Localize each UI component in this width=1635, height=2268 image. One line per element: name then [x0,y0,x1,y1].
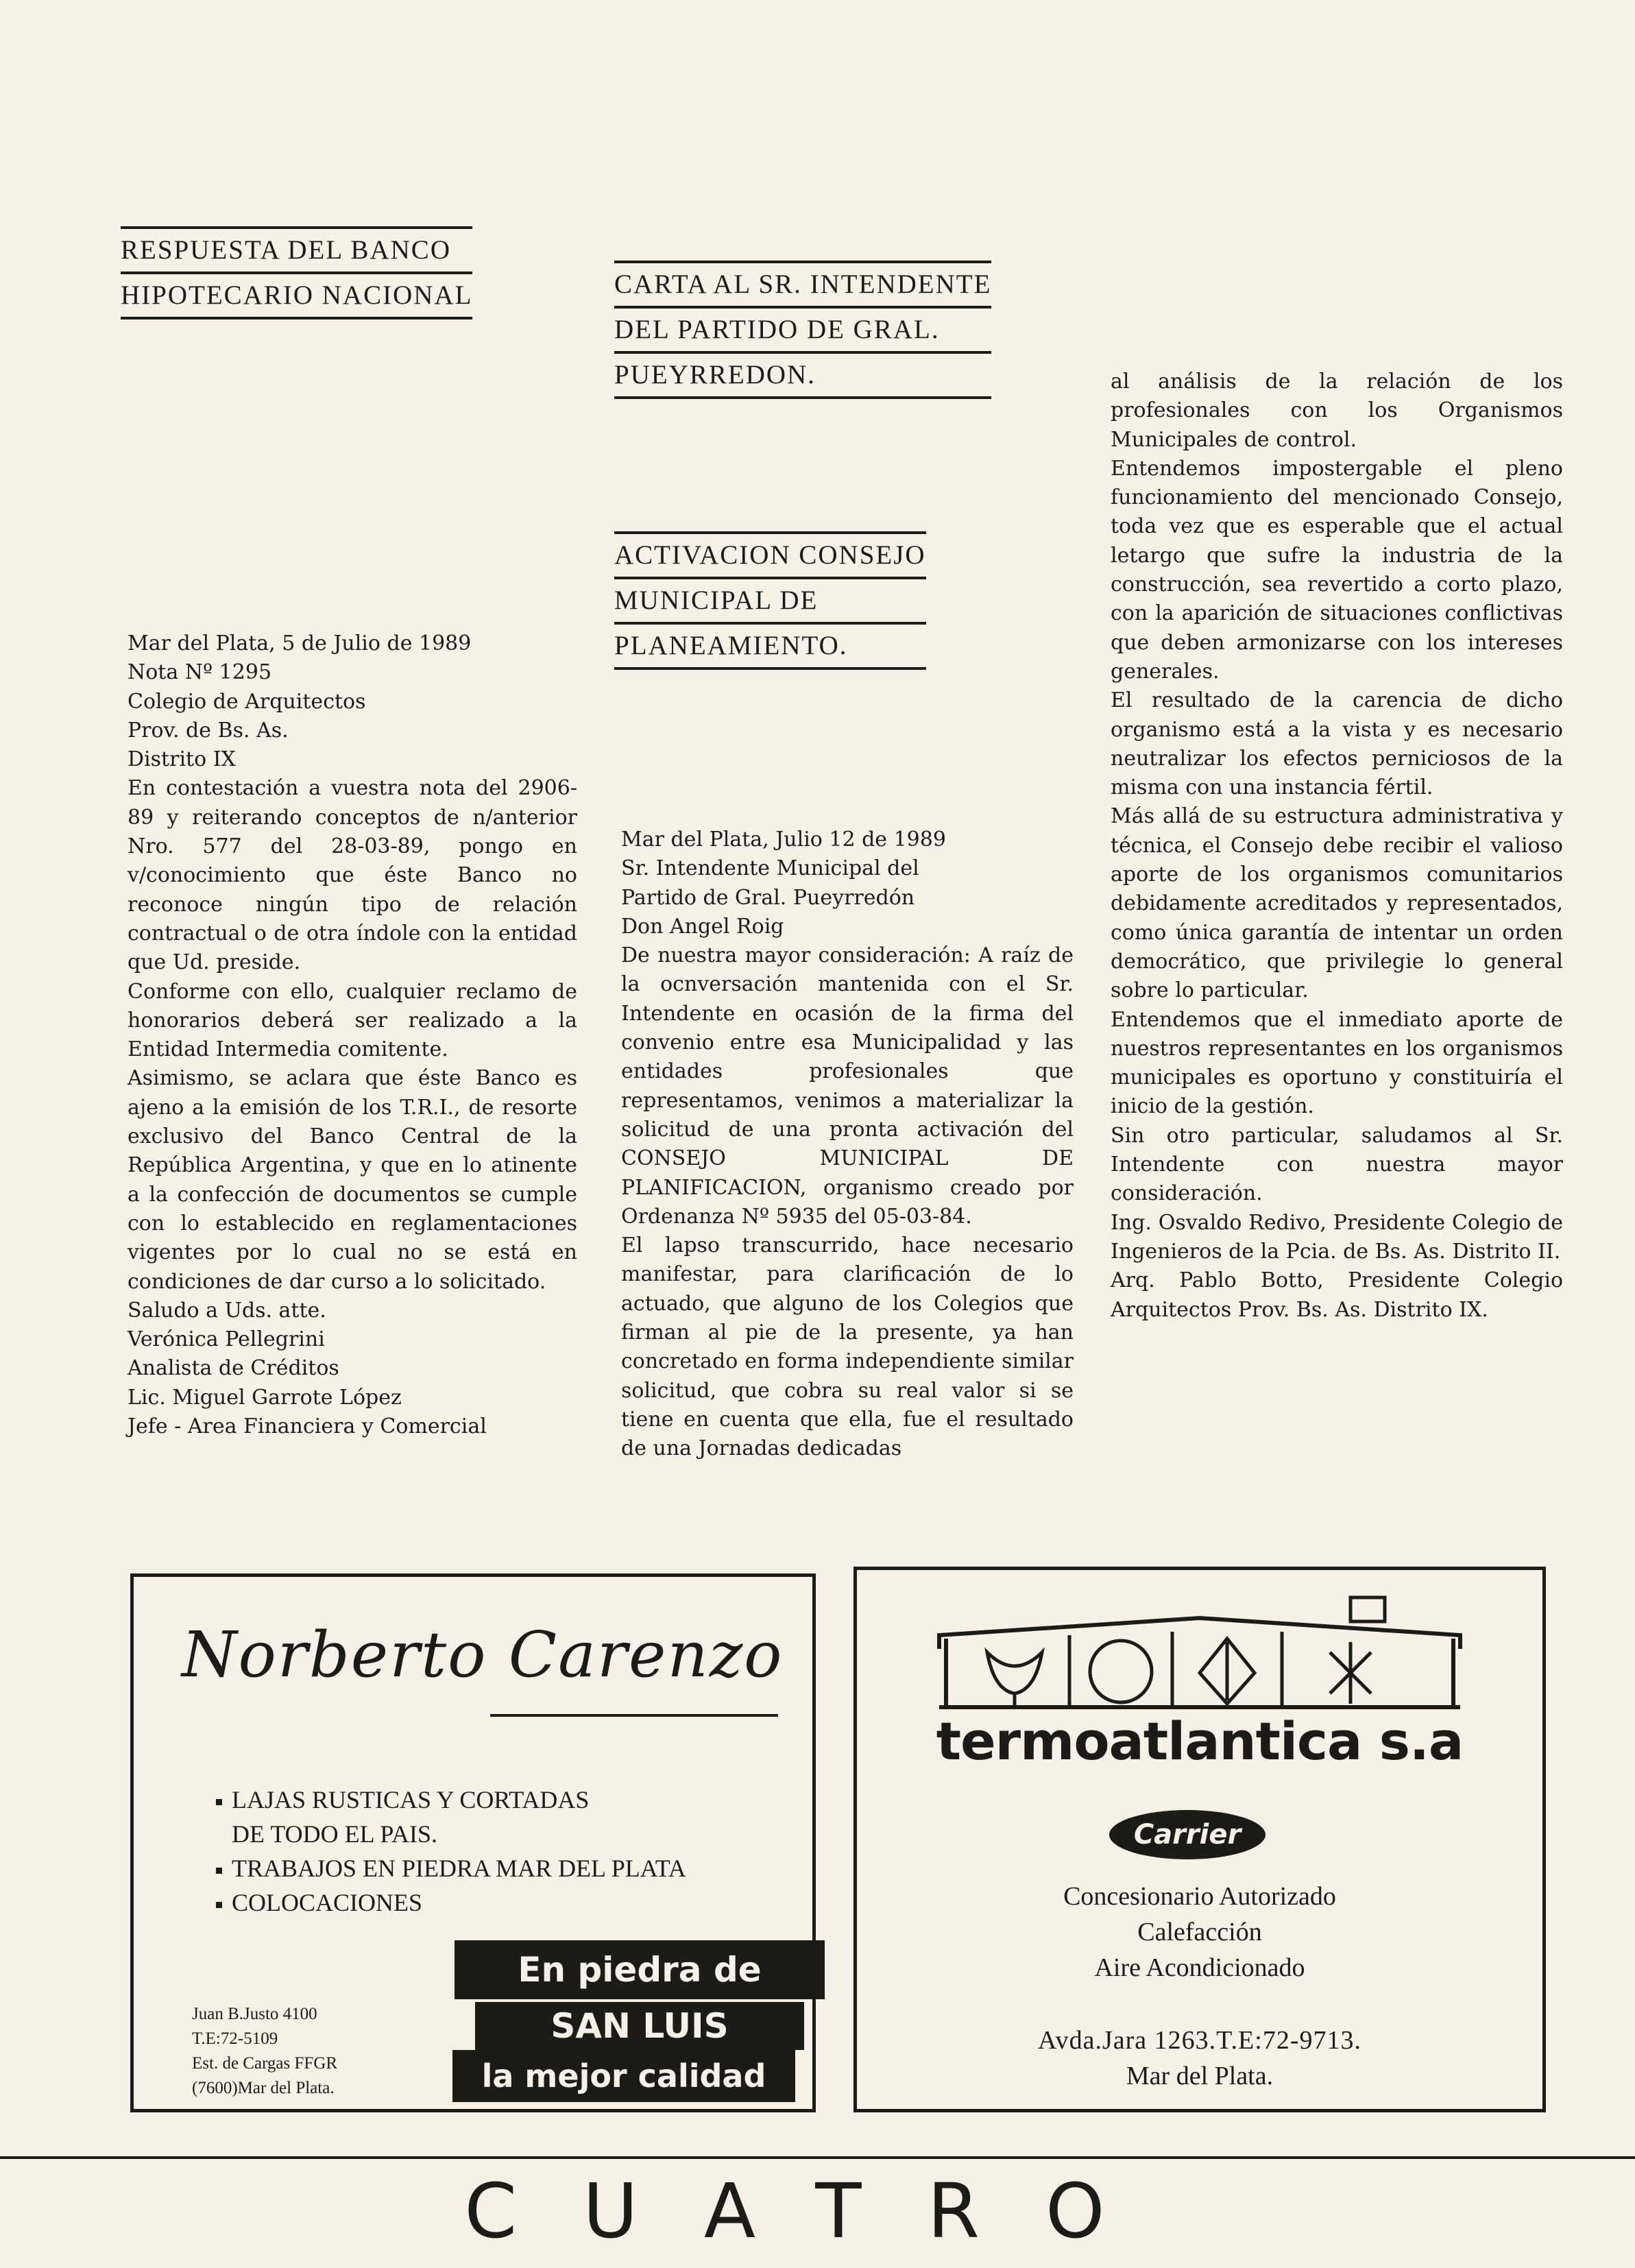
bullet-item: DE TODO EL PAIS. [232,1820,438,1848]
footer-rule [0,2156,1635,2159]
heading-banco [121,226,472,319]
heading-line: RESPUESTA DEL BANCO [121,226,472,272]
bullet-item: LAJAS RUSTICAS Y CORTADAS [216,1783,686,1817]
bullet-icon [216,1902,222,1908]
heading-line: DEL PARTIDO DE GRAL. [614,306,991,351]
paragraph: Asimismo, se aclara que éste Banco es ajeno a la emisión de los T.R.I., de resorte exclusivo del Banco Central de la República Argentina, y que en lo atinente a la confección de documentos se cumple con lo establecido en reglamentaciones vigentes por lo cual no se está en condiciones de dar curso a lo solicitado. [128,1066,577,1294]
heading-activacion [614,531,926,670]
heading-line: PUEYRREDON. [614,351,991,399]
bullet-item: COLOCACIONES [216,1885,686,1920]
heading-line: HIPOTECARIO NACIONAL [121,272,472,319]
bullet-icon [216,1799,222,1805]
banner-mejor-calidad-visible: la mejor calidad [452,2050,795,2102]
paragraph: El lapso transcurrido, hace necesario manifestar, para clarificación de lo actuado, que alguno de los Colegios que firman al pie de la presente, ya han concretado en forma independiente similar solicitud, que cobra su real valor si se tiene en cuenta que ella, fue el resultado de una Jornadas dedicadas [621,1233,1074,1461]
ad-address: Mar del Plata. [1126,2062,1274,2090]
bullet-icon [216,1868,222,1874]
bullet-item: TRABAJOS EN PIEDRA MAR DEL PLATA [216,1851,686,1885]
paragraph: Conforme con ello, cualquier reclamo de honorarios deberá ser realizado a la Entidad Intermedia comitente. [128,979,577,1062]
paragraph: Entendemos que el inmediato aporte de nuestros representantes en los organismos municipales es oportuno y constituiría el inicio de la gestión. [1111,1007,1563,1119]
ad-norberto-carenzo [130,1573,816,2112]
heading-line: MUNICIPAL DE [614,577,926,622]
paragraph: Mar del Plata, Julio 12 de 1989 Sr. Intendente Municipal del Partido de Gral. Pueyrredón Don Angel Roig [621,828,946,939]
paragraph: Arq. Pablo Botto, Presidente Colegio Arquitectos Prov. Bs. As. Distrito IX. [1111,1268,1563,1322]
paragraph: Ing. Osvaldo Redivo, Presidente Colegio de Ingenieros de la Pcia. de Bs. As. Distrito II. [1111,1210,1563,1264]
paragraph: Más allá de su estructura administrativa y técnica, el Consejo debe recibir el valioso aporte de los organismos comunitarios debidamente acreditados y representados, como única garantía de intentar un orden democrático, que privilegie lo general sobre lo particular. [1111,804,1563,1003]
paragraph: De nuestra mayor consideración: A raíz de la ocnversación mantenida con el Sr. Intendente en ocasión de la firma del convenio entre esa Municipalidad y las entidades profesionales que representamos, venimos a materializar la solicitud de una pronta activación del CONSEJO MUNICIPAL DE PLANIFICACION, organismo creado por Ordenanza Nº 5935 del 05-03-84. [621,943,1074,1229]
column-carta [621,825,1074,1464]
heading-line: CARTA AL SR. INTENDENTE [614,261,991,306]
heading-line: ACTIVACION CONSEJO [614,531,926,577]
ad-address: Juan B.Justo 4100 T.E:72-5109 Est. de Cargas FFGR (7600)Mar del Plata. [192,2005,338,2097]
banner-san-luis: SAN LUIS [475,2002,804,2050]
heading-carta [614,261,991,399]
ad-line: Concesionario Autorizado [1063,1882,1336,1911]
paragraph: Mar del Plata, 5 de Julio de 1989 Nota Nº 1295 Colegio de Arquitectos Prov. de Bs. As. Distrito IX [128,631,472,772]
paragraph: Sin otro particular, saludamos al Sr. Intendente con nuestra mayor consideración. [1111,1123,1563,1206]
ad-bullet-list [216,1783,686,1920]
ad-brand-name: Norberto Carenzo [182,1618,784,1691]
paragraph: En contestación a vuestra nota del 2906-89 y reiterando conceptos de n/anterior Nro. 577 del 28-03-89, pongo en v/conocimiento que éste Banco no reconoce ningún tipo de relación contractual o de otra índole con la entidad que Ud. preside. [128,776,577,975]
ad-brand: termoatlantica s.a [936,1711,1464,1772]
carrier-logo: Carrier [1109,1810,1265,1859]
paragraph: El resultado de la carencia de dicho organismo está a la vista y es necesario neutralizar los efectos perniciosos de la misma con una instancia fértil. [1111,688,1563,800]
heading-line: PLANEAMIENTO. [614,622,926,670]
ad-termoatlantica [853,1567,1546,2112]
ad-line: Aire Acondicionado [1094,1953,1305,1982]
paragraph: al análisis de la relación de los profesionales con los Organismos Municipales de control. [1111,370,1563,452]
column-carta-cont [1111,367,1563,1325]
banner-en-piedra: En piedra de [455,1940,825,1999]
page-footer: CUATRO [464,2167,1171,2255]
ad-address: Avda.Jara 1263.T.E:72-9713. [1038,2026,1361,2055]
column-banco [128,629,577,1441]
brand-underline [490,1714,778,1717]
paragraph: Saludo a Uds. atte. Verónica Pellegrini Analista de Créditos Lic. Miguel Garrote López Jefe - Area Financiera y Comercial [128,1298,487,1439]
paragraph: Entendemos impostergable el pleno funcionamiento del mencionado Consejo, toda vez que es esperable que el actual letargo que sufre la industria de la construcción, sea revertido a corto plazo, con la aparición de situaciones conflictivas que deben armonizarse con los intereses generales. [1111,456,1563,684]
ad-line: Calefacción [1137,1918,1262,1946]
